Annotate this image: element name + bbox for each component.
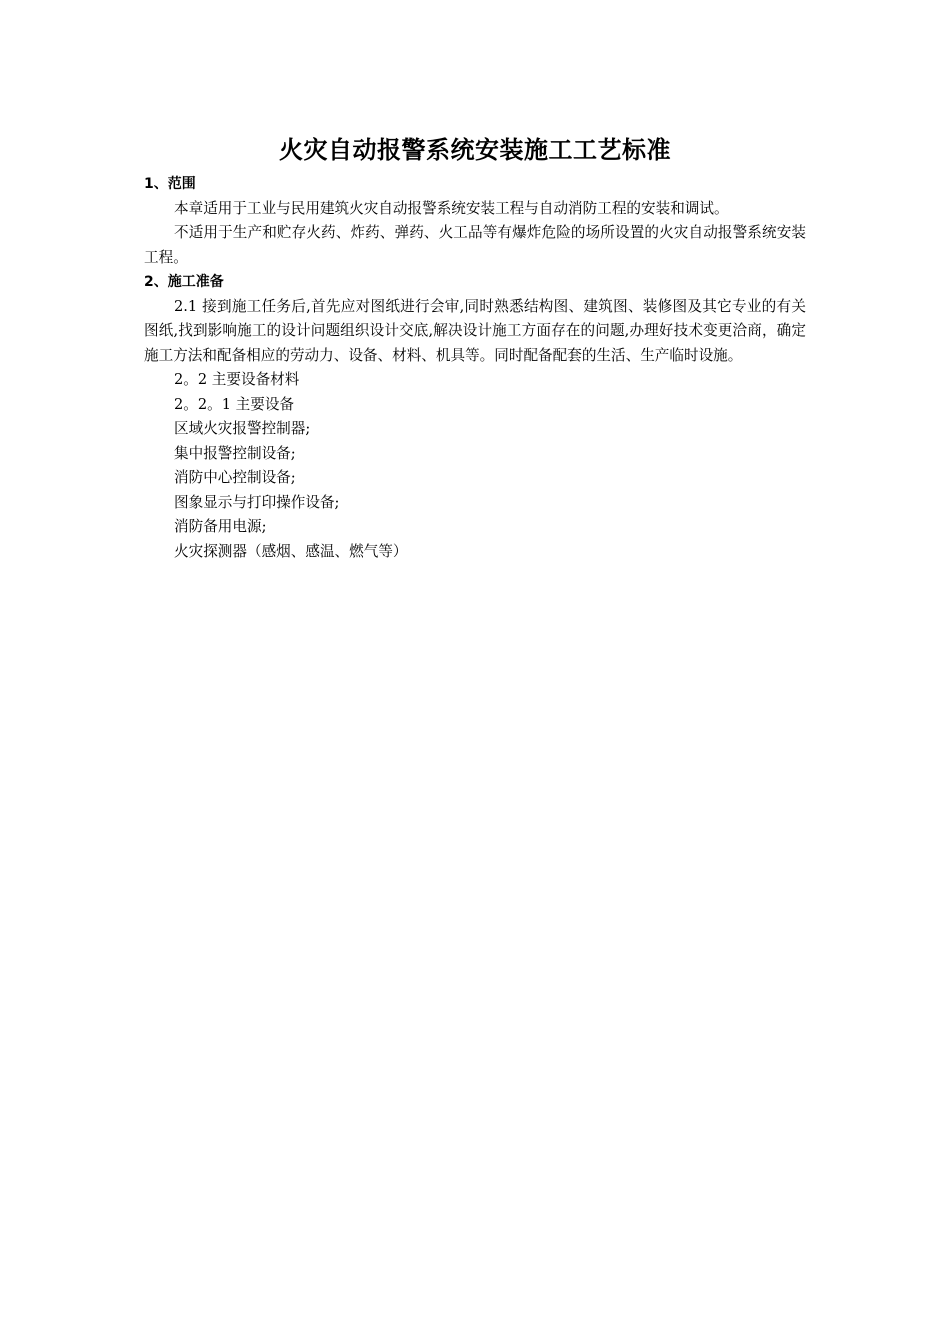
equipment-list-item: 消防中心控制设备; — [174, 469, 296, 486]
equipment-list-item: 火灾探测器（感烟、感温、燃气等） — [174, 542, 408, 560]
document-body — [144, 130, 806, 564]
equipment-list-item: 消防备用电源; — [174, 518, 267, 535]
preparation-paragraph: 2.1 接到施工任务后,首先应对图纸进行会审,同时熟悉结构图、建筑图、装修图及其它专业的有关图纸,找到影响施工的设计问题组织设计交底,解决设计施工方面存在的问题,办理好技术变更洽商，确定施工方法和配备相应的劳动力、设备、材料、机具等。同时配备配套的生活、生产临时设施。 — [144, 297, 806, 364]
section-heading-scope: 1、范围 — [144, 176, 196, 192]
equipment-list-item: 集中报警控制设备; — [174, 444, 296, 462]
subheading-main-equipment: 2。2。1 主要设备 — [174, 395, 295, 413]
scope-paragraph-2: 不适用于生产和贮存火药、炸药、弹药、火工品等有爆炸危险的场所设置的火灾自动报警系统安装工程。 — [144, 224, 806, 266]
document-title: 火灾自动报警系统安装施工工艺标准 — [279, 136, 671, 164]
subheading-main-equipment-materials: 2。2 主要设备材料 — [174, 371, 300, 388]
section-heading-preparation: 2、施工准备 — [144, 274, 224, 290]
equipment-list-item: 图象显示与打印操作设备; — [174, 493, 340, 511]
scope-paragraph-1: 本章适用于工业与民用建筑火灾自动报警系统安装工程与自动消防工程的安装和调试。 — [174, 199, 729, 217]
equipment-list-item: 区域火灾报警控制器; — [174, 420, 311, 437]
